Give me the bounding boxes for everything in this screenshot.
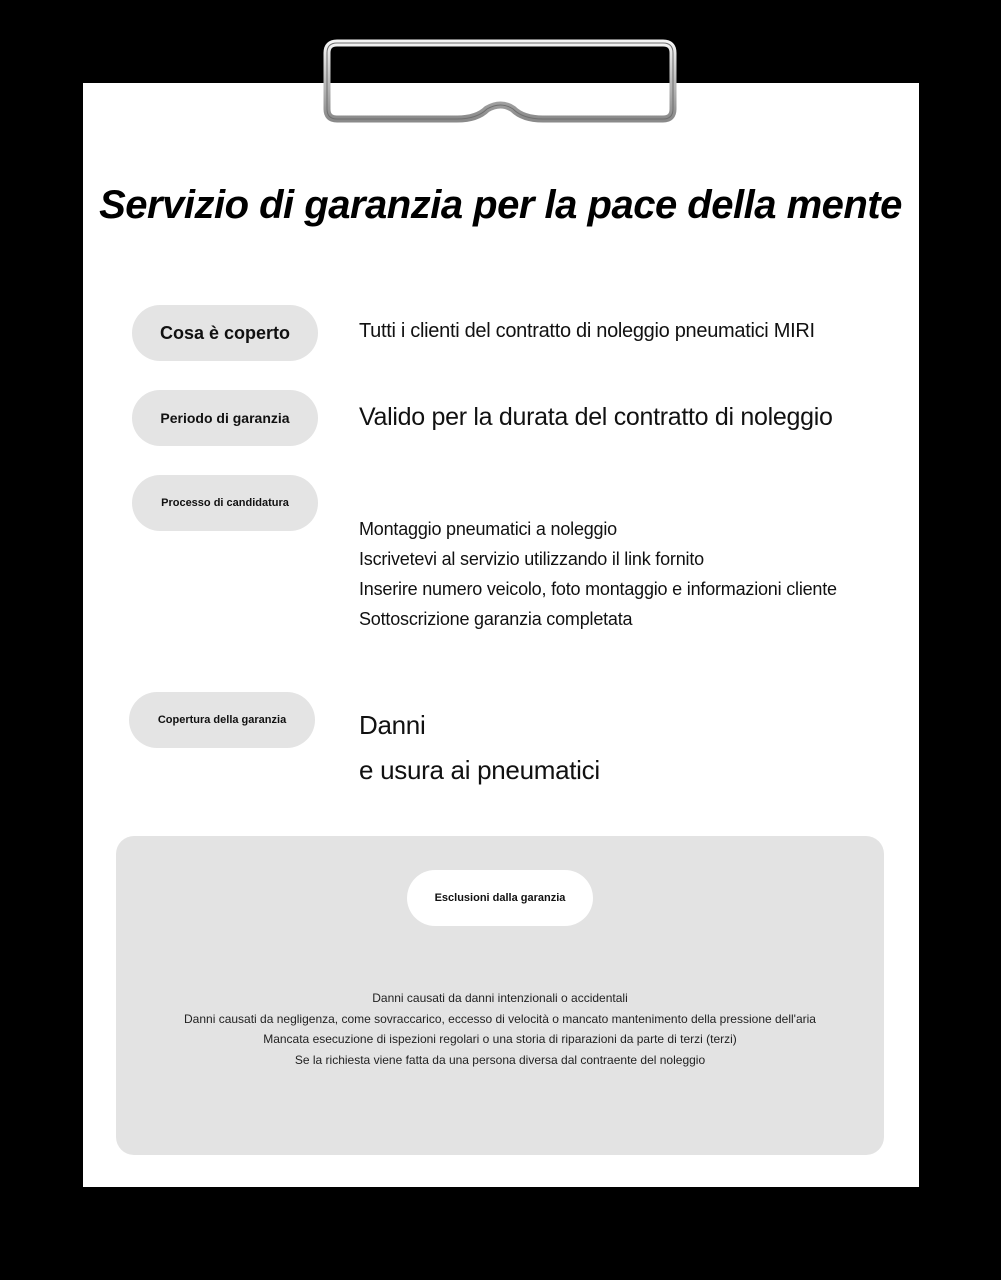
label-covered: Cosa è coperto (132, 305, 318, 361)
exclusions-list (116, 988, 884, 1070)
page-title: Servizio di garanzia per la pace della mente (99, 183, 902, 227)
list-item: Iscrivetevi al servizio utilizzando il link fornito (359, 549, 704, 569)
application-steps-list (359, 515, 837, 635)
clipboard-clip-icon (323, 39, 677, 129)
label-exclusions: Esclusioni dalla garanzia (407, 870, 593, 926)
list-item: Danni causati da negligenza, come sovraccarico, eccesso di velocità o mancato mantenimento della pressione dell'aria (184, 1011, 816, 1026)
list-item: Sottoscrizione garanzia completata (359, 609, 633, 629)
list-item: Montaggio pneumatici a noleggio (359, 519, 617, 539)
list-item: Inserire numero veicolo, foto montaggio e informazioni cliente (359, 579, 837, 599)
covered-description: Tutti i clienti del contratto di noleggio pneumatici MIRI (359, 320, 815, 342)
list-item: Se la richiesta viene fatta da una persona diversa dal contraente del noleggio (294, 1052, 706, 1067)
coverage-line: e usura ai pneumatici (359, 755, 600, 785)
label-warranty-coverage: Copertura della garanzia (129, 692, 315, 748)
list-item: Danni causati da danni intenzionali o accidentali (372, 991, 628, 1005)
warranty-period-description: Valido per la durata del contratto di noleggio (359, 403, 833, 431)
coverage-line: Danni (359, 710, 426, 740)
label-warranty-period: Periodo di garanzia (132, 390, 318, 446)
label-application-process: Processo di candidatura (132, 475, 318, 531)
list-item: Mancata esecuzione di ispezioni regolari o una storia di riparazioni da parte di terzi (terzi) (263, 1032, 737, 1046)
warranty-coverage-description (359, 703, 600, 793)
